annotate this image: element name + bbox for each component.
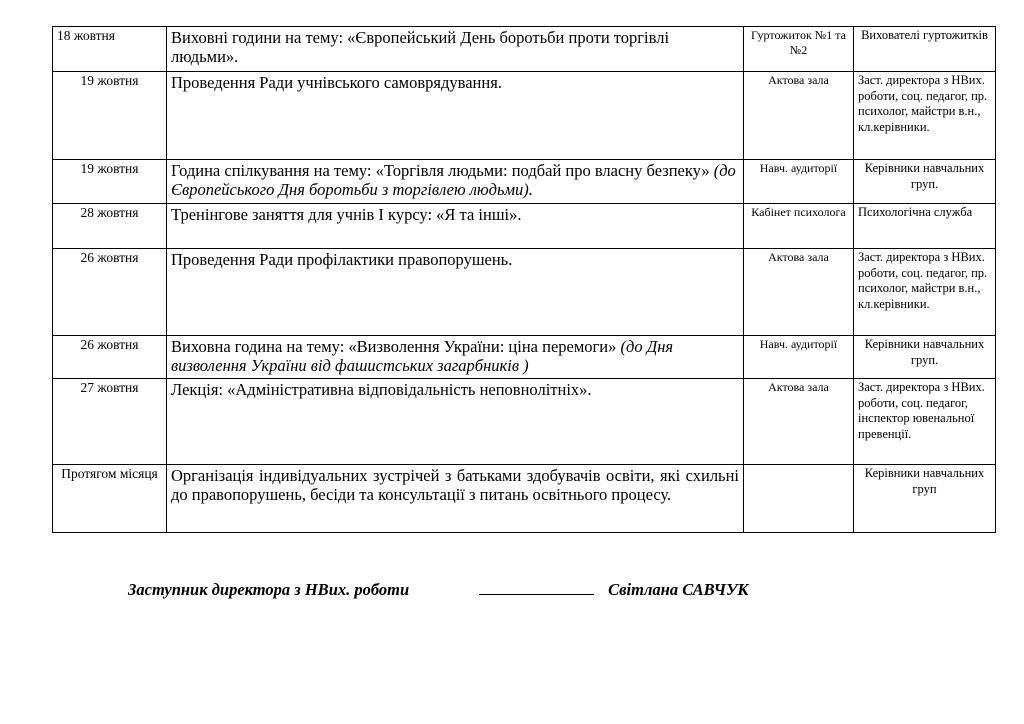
event-text: Виховна година на тему: «Визволення України: ціна перемоги» [171, 337, 617, 356]
row-responsible: Заст. директора з НВих. роботи, соц. педагог, пр. психолог, майстри в.н., кл.керівники. [854, 72, 996, 160]
table-row [53, 379, 996, 465]
row-place [744, 465, 854, 533]
event-text: Тренінгове заняття для учнів І курсу: «Я та інші». [171, 205, 522, 224]
event-text: Проведення Ради профілактики правопорушень. [171, 250, 513, 269]
signatory-name: Світлана САВЧУК [608, 580, 749, 599]
row-date: 26 жовтня [53, 249, 167, 336]
table-row [53, 27, 996, 72]
row-date: 28 жовтня [53, 204, 167, 249]
table-row [53, 249, 996, 336]
row-event [167, 336, 744, 379]
table-row [53, 204, 996, 249]
table-row [53, 72, 996, 160]
row-responsible: Заст. директора з НВих. роботи, соц. педагог, інспектор ювенальної превенції. [854, 379, 996, 465]
row-responsible: Керівники навчальних груп [854, 465, 996, 533]
event-text: Виховні години на тему: «Європейський День боротьби проти торгівлі людьми». [171, 28, 670, 66]
row-event [167, 249, 744, 336]
row-date: 27 жовтня [53, 379, 167, 465]
row-place: Гуртожиток №1 та №2 [744, 27, 854, 72]
row-place: Навч. аудиторії [744, 336, 854, 379]
row-responsible: Вихователі гуртожитків [854, 27, 996, 72]
event-text: Проведення Ради учнівського самоврядування. [171, 73, 502, 92]
row-date: 26 жовтня [53, 336, 167, 379]
signature-line [479, 580, 594, 595]
row-place: Навч. аудиторії [744, 160, 854, 204]
event-note: (до Дня визволення України від фашистських загарбників ) [171, 337, 674, 375]
row-place: Актова зала [744, 249, 854, 336]
row-date: 18 жовтня [53, 27, 167, 72]
row-responsible: Керівники навчальних груп. [854, 160, 996, 204]
row-responsible: Психологічна служба [854, 204, 996, 249]
events-table [52, 26, 996, 533]
event-text: Лекція: «Адміністративна відповідальність неповнолітніх». [171, 380, 592, 399]
row-place: Актова зала [744, 72, 854, 160]
row-responsible: Керівники навчальних груп. [854, 336, 996, 379]
row-event [167, 72, 744, 160]
row-date: 19 жовтня [53, 160, 167, 204]
signatory-position: Заступник директора з НВих. роботи [128, 580, 410, 599]
row-responsible: Заст. директора з НВих. роботи, соц. педагог, пр. психолог, майстри в.н., кл.керівники. [854, 249, 996, 336]
row-event [167, 27, 744, 72]
table-row [53, 160, 996, 204]
row-date: 19 жовтня [53, 72, 167, 160]
row-event [167, 465, 744, 533]
signature-block [128, 580, 749, 600]
event-text: Година спілкування на тему: «Торгівля людьми: подбай про власну безпеку» [171, 161, 710, 180]
row-place: Актова зала [744, 379, 854, 465]
row-place: Кабінет психолога [744, 204, 854, 249]
event-note: (до Європейського Дня боротьби з торгівлею людьми). [171, 161, 736, 199]
table-row [53, 336, 996, 379]
table-row [53, 465, 996, 533]
row-event [167, 160, 744, 204]
row-event [167, 379, 744, 465]
row-event [167, 204, 744, 249]
row-date: Протягом місяця [53, 465, 167, 533]
event-text: Організація індивідуальних зустрічей з батьками здобувачів освіти, які схильні до правопорушень, бесіди та консультації з питань освітнього процесу. [171, 466, 739, 504]
